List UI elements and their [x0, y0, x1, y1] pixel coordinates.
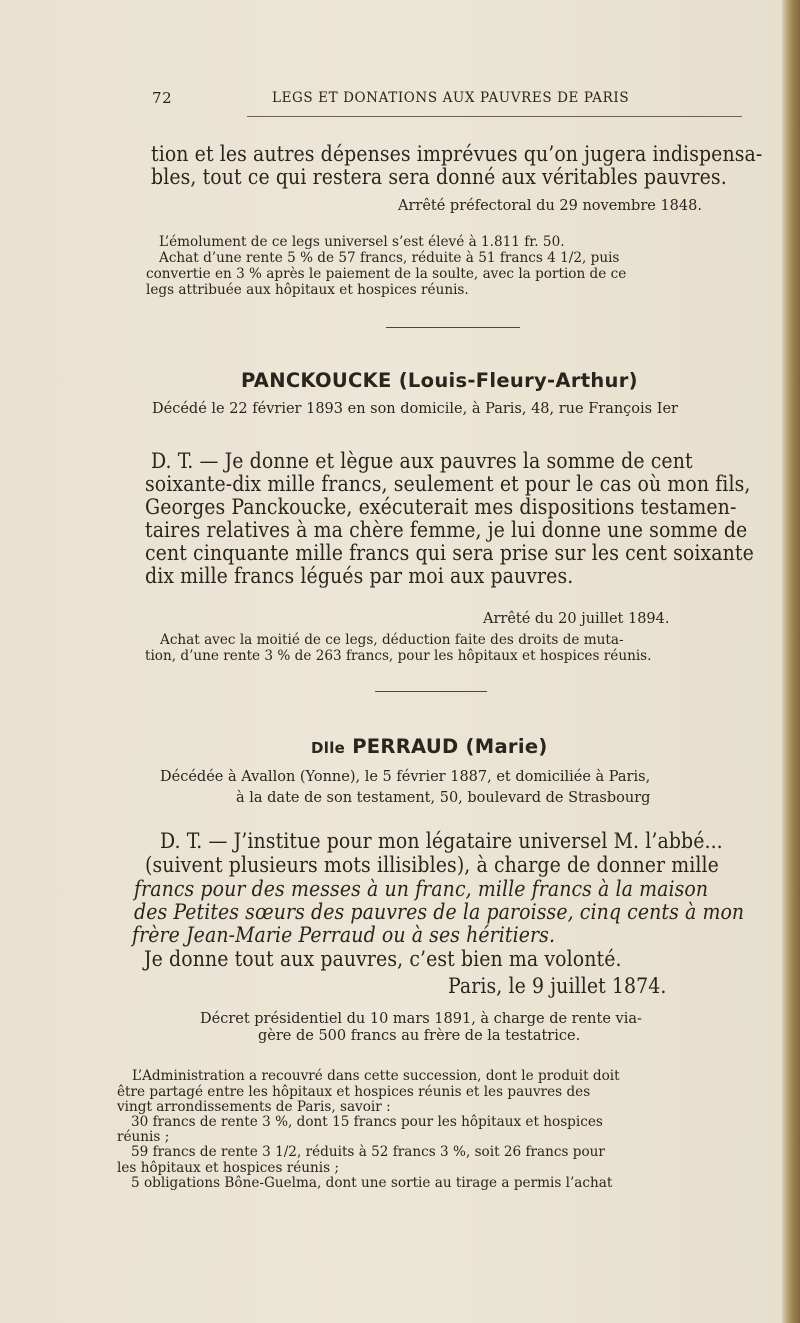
testament-line: Je donne tout aux pauvres, c’est bien ma volonté. [144, 947, 622, 971]
paragraph-line: tion et les autres dépenses imprévues qu’on jugera indispensa- [151, 142, 763, 166]
note-line: 5 obligations Bône-Guelma, dont une sortie au tirage a permis l’achat [131, 1175, 613, 1191]
decret-line: gère de 500 francs au frère de la testatrice. [258, 1028, 581, 1044]
page-number: 72 [152, 89, 173, 107]
section-separator [386, 327, 520, 328]
testament-line: Georges Panckoucke, exécuterait mes dispositions testamen- [145, 495, 737, 519]
note-line: L’émolument de ce legs universel s’est élevé à 1.811 fr. 50. [159, 234, 565, 250]
note-line: convertie en 3 % après le paiement de la soulte, avec la portion de ce [146, 266, 627, 282]
header-rule [247, 116, 742, 117]
running-title: LEGS ET DONATIONS AUX PAUVRES DE PARIS [272, 90, 630, 106]
note-line: Achat avec la moitié de ce legs, déduction faite des droits de muta- [160, 632, 624, 648]
testament-line: frère Jean-Marie Perraud ou à ses héritiers. [132, 923, 556, 947]
entry-heading [311, 735, 548, 758]
decret-line: Décret présidentiel du 10 mars 1891, à charge de rente via- [200, 1011, 642, 1027]
testament-line: taires relatives à ma chère femme, je lui donne une somme de [145, 518, 748, 542]
paragraph-line: bles, tout ce qui restera sera donné aux véritables pauvres. [151, 165, 727, 189]
entry-name: PERRAUD (Marie) [352, 735, 548, 758]
testament-line: soixante-dix mille francs, seulement et pour le cas où mon fils, [145, 472, 751, 496]
note-line: 30 francs de rente 3 %, dont 15 francs pour les hôpitaux et hospices [131, 1114, 603, 1130]
note-line: legs attribuée aux hôpitaux et hospices réunis. [146, 282, 469, 298]
entry-heading: PANCKOUCKE (Louis-Fleury-Arthur) [241, 369, 638, 392]
testament-line: dix mille francs légués par moi aux pauvres. [145, 564, 574, 588]
note-line: tion, d’une rente 3 % de 263 francs, pour les hôpitaux et hospices réunis. [145, 648, 652, 664]
note-line: être partagé entre les hôpitaux et hospices réunis et les pauvres des [117, 1084, 591, 1100]
testament-line: D. T. — Je donne et lègue aux pauvres la somme de cent [151, 449, 693, 473]
testament-line: francs pour des messes à un franc, mille francs à la maison [134, 877, 709, 901]
note-line: les hôpitaux et hospices réunis ; [117, 1160, 340, 1176]
section-separator [375, 691, 487, 692]
death-line: Décédée à Avallon (Yonne), le 5 février 1887, et domiciliée à Paris, [160, 769, 651, 785]
note-line: vingt arrondissements de Paris, savoir : [117, 1099, 391, 1115]
testament-line: D. T. — J’institue pour mon légataire universel M. l’abbé... [160, 829, 723, 853]
death-line: à la date de son testament, 50, boulevard de Strasbourg [236, 790, 651, 806]
note-line: L’Administration a recouvré dans cette succession, dont le produit doit [132, 1068, 620, 1084]
note-line: Achat d’une rente 5 % de 57 francs, réduite à 51 francs 4 1/2, puis [159, 250, 620, 266]
arrete-line: Arrêté préfectoral du 29 novembre 1848. [398, 198, 702, 214]
note-line: réunis ; [117, 1129, 170, 1145]
note-line: 59 francs de rente 3 1/2, réduits à 52 francs 3 %, soit 26 francs pour [131, 1144, 605, 1160]
testament-line: cent cinquante mille francs qui sera prise sur les cent soixante [145, 541, 754, 565]
death-line: Décédé le 22 février 1893 en son domicile, à Paris, 48, rue François Ier [152, 401, 678, 417]
page-edge [782, 0, 800, 1323]
testament-line: des Petites sœurs des pauvres de la paroisse, cinq cents à mon [134, 900, 745, 924]
testament-line: (suivent plusieurs mots illisibles), à charge de donner mille [145, 853, 719, 877]
testament-line: Paris, le 9 juillet 1874. [448, 974, 667, 998]
arrete-line: Arrêté du 20 juillet 1894. [483, 611, 670, 627]
name-prefix: Dlle [311, 739, 346, 757]
